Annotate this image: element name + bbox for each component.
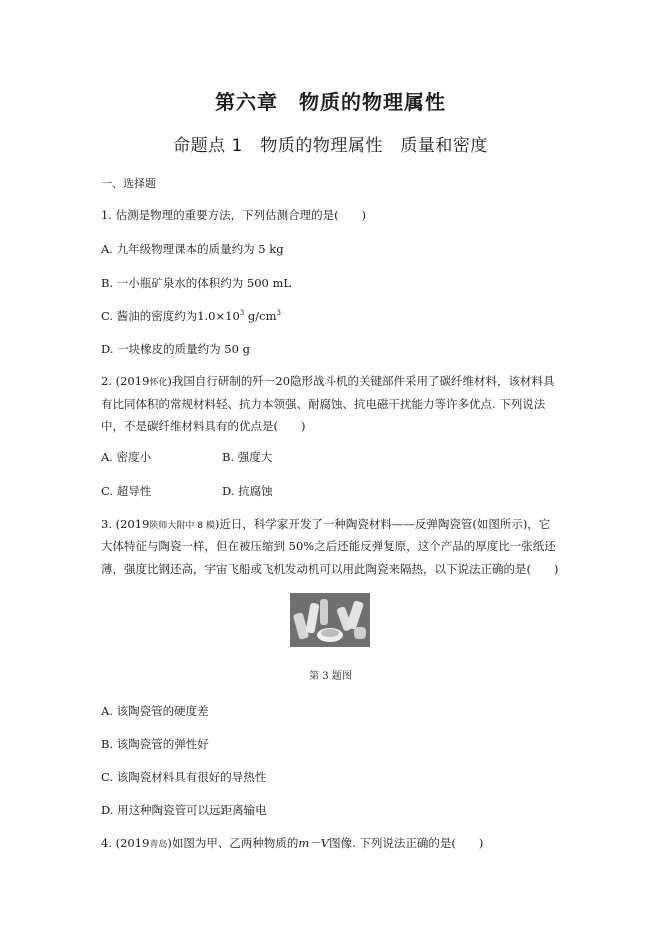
q2-option-c: C. 超导性 <box>101 484 152 498</box>
q2-number: 2. (2019 <box>101 374 150 388</box>
section-heading: 一、选择题 <box>101 177 156 190</box>
ceramic-tubes-illustration <box>290 593 370 647</box>
q2-source: 怀化 <box>149 378 168 388</box>
q2-line-1 <box>101 373 555 391</box>
q4-source: 青岛 <box>149 840 168 850</box>
q4-line-1 <box>101 835 483 853</box>
q1-option-c-unit-exponent: 3 <box>276 309 281 318</box>
q3-line-1-rest: )近日，科学家开发了一种陶瓷材料——反弹陶瓷管(如图所示)，它 <box>214 517 551 531</box>
q1-option-c <box>101 308 281 324</box>
ceramic-tubes-photo <box>290 593 370 647</box>
chapter-title: 第六章 物质的物理属性 <box>215 90 446 114</box>
q3-source: 陕师大附中 8 模 <box>149 521 215 531</box>
q1-option-a: A. 九年级物理课本的质量约为 5 kg <box>101 242 284 256</box>
q1-option-d: D. 一块橡皮的质量约为 50 g <box>101 342 250 356</box>
q3-line-3: 薄，强度比钢还高，宇宙飞船或飞机发动机可以用此陶瓷来隔热，以下说法正确的是( ) <box>101 562 559 576</box>
topic-title: 命题点 1 物质的物理属性 质量和密度 <box>173 136 488 156</box>
q2-line-3: 中，不是碳纤维材料具有的优点是( ) <box>101 419 306 433</box>
q4-graph-variable: m－V <box>298 836 330 850</box>
q1-option-c-unit: g/cm <box>244 309 277 323</box>
q3-option-b: B. 该陶瓷管的弹性好 <box>101 737 209 751</box>
q3-line-2: 大体特征与陶瓷一样，但在被压缩到 50%之后还能反弹复原，这个产品的厚度比一张纸还 <box>101 539 556 553</box>
q1-option-c-text: C. 酱油的密度约为1.0×10 <box>101 309 240 323</box>
q2-option-b: B. 强度大 <box>222 450 273 464</box>
q3-number: 3. (2019 <box>101 517 150 531</box>
q1-stem: 1. 估测是物理的重要方法，下列估测合理的是( ) <box>101 208 367 222</box>
q4-stem-a: )如图为甲、乙两种物质的 <box>167 836 299 850</box>
q4-number: 4. (2019 <box>101 836 150 850</box>
q3-line-1 <box>101 516 550 534</box>
q2-option-a: A. 密度小 <box>101 450 152 464</box>
q3-option-a: A. 该陶瓷管的硬度差 <box>101 704 209 718</box>
q1-option-c-exponent: 3 <box>239 309 245 318</box>
q3-option-c: C. 该陶瓷材料具有很好的导热性 <box>101 770 267 784</box>
q2-option-d: D. 抗腐蚀 <box>222 484 273 498</box>
q4-stem-b: 图像. 下列说法正确的是( ) <box>329 836 484 850</box>
q3-option-d: D. 用这种陶瓷管可以远距离输电 <box>101 803 267 817</box>
q1-option-b: B. 一小瓶矿泉水的体积约为 500 mL <box>101 276 292 290</box>
q2-line-1-rest: )我国自行研制的歼－20隐形战斗机的关键部件采用了碳纤维材料，该材料具 <box>167 374 555 388</box>
figure-caption: 第 3 题图 <box>309 671 352 682</box>
q2-line-2: 有比同体积的常规材料轻、抗力本领强、耐腐蚀、抗电磁干扰能力等许多优点. 下列说法 <box>101 397 546 411</box>
